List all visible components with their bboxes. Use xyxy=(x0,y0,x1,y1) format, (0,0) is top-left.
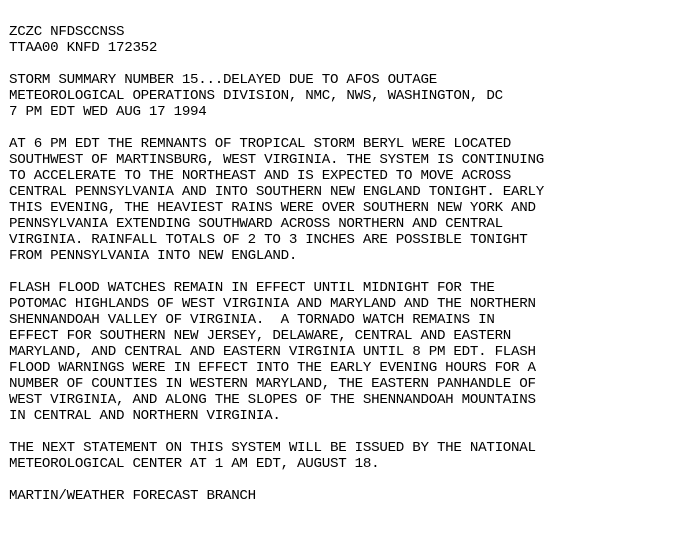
paragraph-watches-warnings xyxy=(9,280,684,424)
title-line: 7 PM EDT WED AUG 17 1994 xyxy=(9,104,207,120)
paragraph-line: EFFECT FOR SOUTHERN NEW JERSEY, DELAWARE, CENTRAL AND EASTERN xyxy=(9,328,512,344)
header-line: TTAA00 KNFD 172352 xyxy=(9,40,158,56)
paragraph-line: SHENNANDOAH VALLEY OF VIRGINIA. A TORNADO WATCH REMAINS IN xyxy=(9,312,495,328)
paragraph-storm-location xyxy=(9,136,684,264)
paragraph-line: NUMBER OF COUNTIES IN WESTERN MARYLAND, THE EASTERN PANHANDLE OF xyxy=(9,376,536,392)
paragraph-line: POTOMAC HIGHLANDS OF WEST VIRGINIA AND MARYLAND AND THE NORTHERN xyxy=(9,296,536,312)
message-header xyxy=(9,24,684,56)
signature xyxy=(9,488,684,504)
storm-summary-document xyxy=(9,24,684,520)
title-line: METEOROLOGICAL OPERATIONS DIVISION, NMC, NWS, WASHINGTON, DC xyxy=(9,88,503,104)
paragraph-line: FROM PENNSYLVANIA INTO NEW ENGLAND. xyxy=(9,248,298,264)
paragraph-line: METEOROLOGICAL CENTER AT 1 AM EDT, AUGUST 18. xyxy=(9,456,380,472)
paragraph-next-statement xyxy=(9,440,684,472)
paragraph-line: PENNSYLVANIA EXTENDING SOUTHWARD ACROSS NORTHERN AND CENTRAL xyxy=(9,216,503,232)
header-line: ZCZC NFDSCCNSS xyxy=(9,24,125,40)
paragraph-line: CENTRAL PENNSYLVANIA AND INTO SOUTHERN NEW ENGLAND TONIGHT. EARLY xyxy=(9,184,544,200)
paragraph-line: IN CENTRAL AND NORTHERN VIRGINIA. xyxy=(9,408,281,424)
paragraph-line: FLOOD WARNINGS WERE IN EFFECT INTO THE EARLY EVENING HOURS FOR A xyxy=(9,360,536,376)
paragraph-line: FLASH FLOOD WATCHES REMAIN IN EFFECT UNTIL MIDNIGHT FOR THE xyxy=(9,280,495,296)
paragraph-line: SOUTHWEST OF MARTINSBURG, WEST VIRGINIA. THE SYSTEM IS CONTINUING xyxy=(9,152,544,168)
paragraph-line: MARYLAND, AND CENTRAL AND EASTERN VIRGINIA UNTIL 8 PM EDT. FLASH xyxy=(9,344,536,360)
title-line: STORM SUMMARY NUMBER 15...DELAYED DUE TO AFOS OUTAGE xyxy=(9,72,437,88)
signature-line: MARTIN/WEATHER FORECAST BRANCH xyxy=(9,488,256,504)
paragraph-line: AT 6 PM EDT THE REMNANTS OF TROPICAL STORM BERYL WERE LOCATED xyxy=(9,136,512,152)
paragraph-line: VIRGINIA. RAINFALL TOTALS OF 2 TO 3 INCHES ARE POSSIBLE TONIGHT xyxy=(9,232,528,248)
paragraph-line: THE NEXT STATEMENT ON THIS SYSTEM WILL BE ISSUED BY THE NATIONAL xyxy=(9,440,536,456)
paragraph-line: WEST VIRGINIA, AND ALONG THE SLOPES OF THE SHENNANDOAH MOUNTAINS xyxy=(9,392,536,408)
paragraph-line: TO ACCELERATE TO THE NORTHEAST AND IS EXPECTED TO MOVE ACROSS xyxy=(9,168,512,184)
title-block xyxy=(9,72,684,120)
paragraph-line: THIS EVENING, THE HEAVIEST RAINS WERE OVER SOUTHERN NEW YORK AND xyxy=(9,200,536,216)
